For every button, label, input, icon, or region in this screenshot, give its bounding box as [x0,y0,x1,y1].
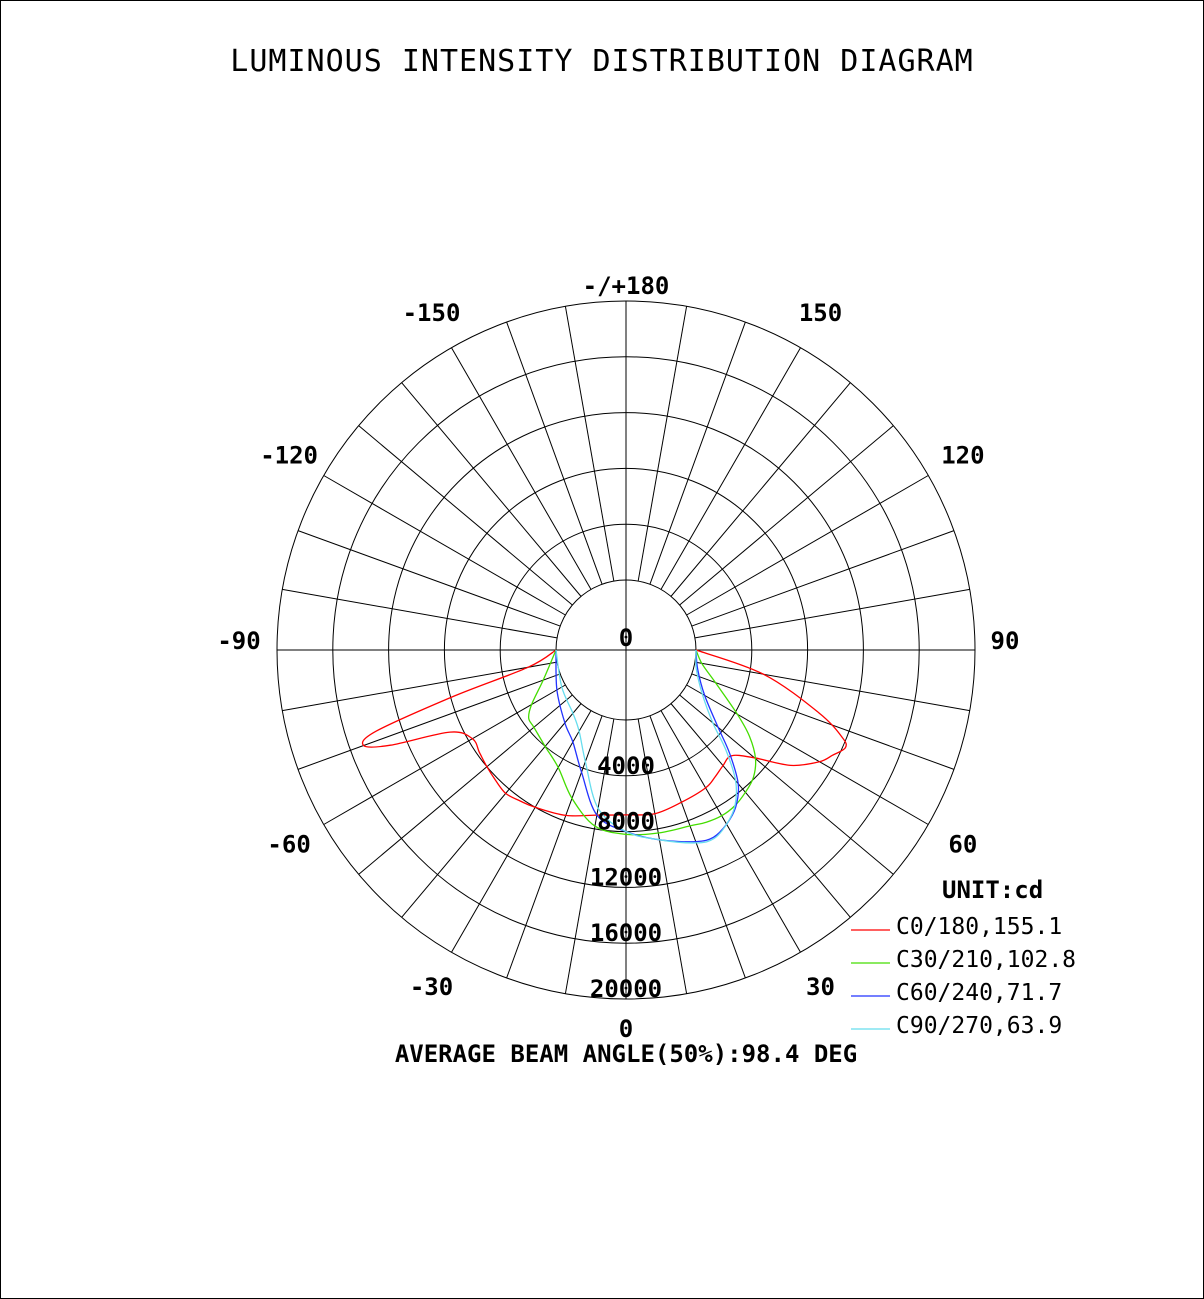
grid-spoke [680,426,894,605]
angle-label: 0 [618,1015,634,1043]
grid-spoke [650,322,745,584]
grid-spoke [359,426,573,605]
angle-label: -30 [409,972,454,1001]
grid-spoke [565,306,613,581]
grid-spoke [282,589,557,637]
angle-label: -90 [217,627,261,655]
radial-label: 12000 [589,863,663,892]
grid-spoke [695,589,970,637]
grid-spoke [680,695,894,874]
grid-spoke [298,531,560,626]
chart-title: LUMINOUS INTENSITY DISTRIBUTION DIAGRAM [230,44,974,79]
angle-label: -/+180 [582,272,670,300]
angle-label: -150 [402,299,461,328]
grid-spoke [282,662,557,710]
grid-spoke [507,716,602,978]
radial-label: 8000 [597,807,655,836]
grid-spoke [359,695,573,874]
grid-spoke [638,306,686,581]
radial-label: 20000 [589,975,663,1003]
angle-label: 120 [941,441,985,470]
grid-spoke [650,716,745,978]
angle-label: 60 [948,830,978,859]
radial-label: 16000 [589,919,663,948]
legend-label-2: C60/240,71.7 [896,980,1063,1006]
grid-spoke [695,662,970,710]
grid-spoke [671,704,850,918]
angle-label: 150 [798,299,843,328]
grid-spoke [692,674,954,769]
angle-label: 90 [990,627,1020,655]
angle-label: -120 [260,441,319,470]
angle-label: -60 [267,830,311,859]
angle-label: 30 [806,972,835,1001]
grid-spoke [298,674,560,769]
legend-label-0: C0/180,155.1 [896,914,1063,940]
radial-label: 4000 [597,751,655,780]
legend-label-3: C90/270,63.9 [896,1013,1063,1039]
legend [851,914,1076,1039]
radial-label: 0 [618,624,634,652]
unit-label: UNIT:cd [942,876,1044,904]
grid-spoke [402,383,581,597]
beam-angle-footer: AVERAGE BEAM ANGLE(50%):98.4 DEG [394,1040,858,1068]
grid-spoke [671,383,850,597]
grid-spoke [692,531,954,626]
legend-label-1: C30/210,102.8 [896,947,1077,973]
grid-spoke [507,322,602,584]
